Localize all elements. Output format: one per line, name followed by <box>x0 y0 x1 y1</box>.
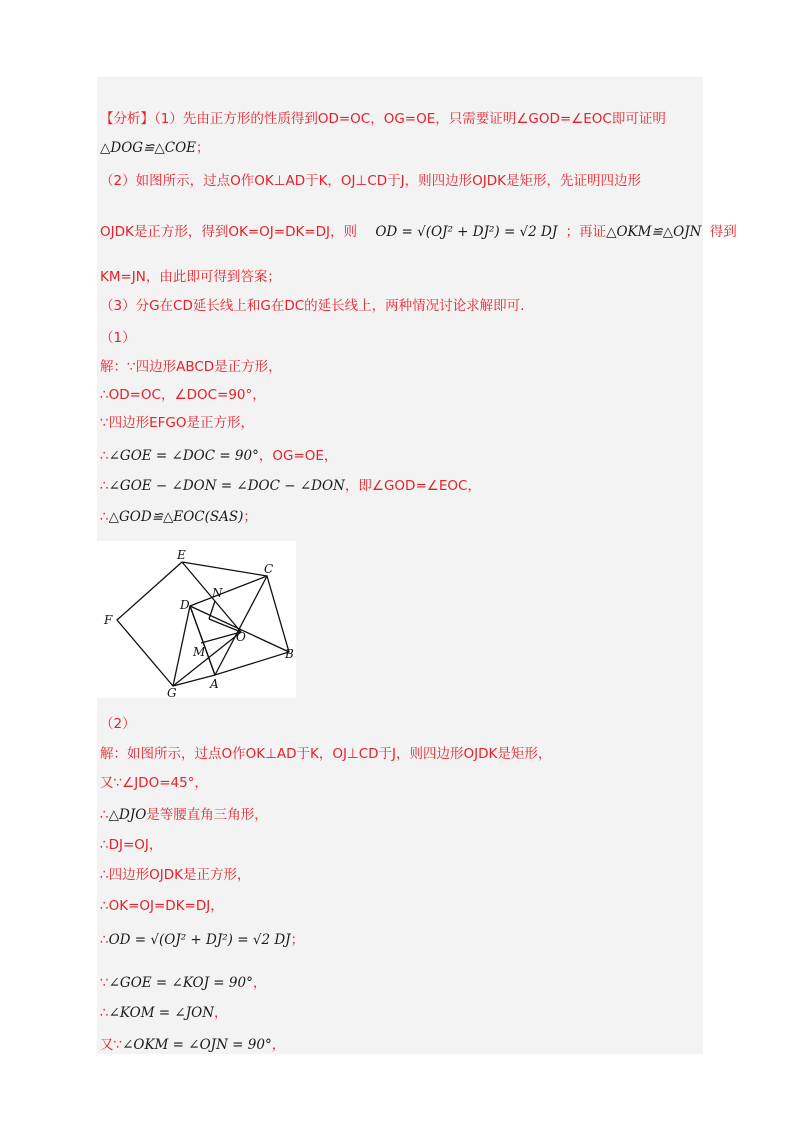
solution2-label: （2） <box>100 716 136 732</box>
solution2-line-3: ∴△DJO是等腰直角三角形， <box>100 807 268 823</box>
label-b: B <box>285 647 294 661</box>
solution1-label: （1） <box>100 330 136 346</box>
label-o: O <box>236 630 246 644</box>
analysis-line-1: 【分析】（1）先由正方形的性质得到OD=OC，OG=OE，只需要证明∠GOD=∠EOC即可证明 <box>100 111 666 127</box>
geometry-diagram <box>97 541 296 698</box>
solution2-line-10: 又∵∠OKM = ∠OJN = 90°， <box>100 1037 286 1053</box>
solution1-line-6: ∴△GOD≌△EOC(SAS)； <box>100 509 257 525</box>
label-a: A <box>210 677 219 691</box>
analysis-line-6: （3）分G在CD延长线上和G在DC的延长线上，两种情况讨论求解即可. <box>100 298 525 314</box>
solution1-line-3: ∵四边形EFGO是正方形， <box>100 415 254 431</box>
analysis-tag: 【分析】 <box>100 111 154 127</box>
label-m: M <box>193 645 206 659</box>
label-g: G <box>167 686 177 698</box>
solution2-line-9: ∴∠KOM = ∠JON， <box>100 1005 228 1021</box>
solution2-line-2: 又∵∠JDO=45°， <box>100 775 208 791</box>
solution1-line-5: ∴∠GOE − ∠DON = ∠DOC − ∠DON，即∠GOD=∠EOC， <box>100 478 481 494</box>
solution2-line-7: ∴OD = √(OJ² + DJ²) = √2 DJ； <box>100 932 305 948</box>
label-e: E <box>177 548 186 562</box>
label-n: N <box>212 586 223 600</box>
solution1-line-2: ∴OD=OC，∠DOC=90°， <box>100 387 266 403</box>
analysis-line-4: OJDK是正方形，得到OK=OJ=DK=DJ，则 OD = √(OJ² + DJ²) = √2 DJ ；再证△OKM≌△OJN 得到 <box>100 224 737 240</box>
label-f: F <box>104 613 113 627</box>
solution1-line-4: ∴∠GOE = ∠DOC = 90°，OG=OE， <box>100 448 338 464</box>
od-formula: OD = √(OJ² + DJ²) = √2 DJ <box>375 224 558 240</box>
analysis-line-2: △DOG≌△COE； <box>100 140 210 156</box>
solution1-line-1: 解：∵四边形ABCD是正方形， <box>100 359 282 375</box>
solution2-line-6: ∴OK=OJ=DK=DJ， <box>100 898 224 914</box>
diagonal-ac <box>215 576 267 675</box>
solution2-line-4: ∴DJ=OJ， <box>100 837 163 853</box>
analysis-line-5: KM=JN，由此即可得到答案； <box>100 269 281 285</box>
analysis-line-3: （2）如图所示，过点O作OK⊥AD于K，OJ⊥CD于J，则四边形OJDK是矩形，先证明四边形 <box>100 173 641 189</box>
label-c: C <box>264 562 274 576</box>
segment-ec <box>182 562 267 576</box>
label-d: D <box>180 598 190 612</box>
geometry-figure <box>97 541 296 698</box>
solution2-line-1: 解：如图所示，过点O作OK⊥AD于K，OJ⊥CD于J，则四边形OJDK是矩形， <box>100 746 552 762</box>
solution2-line-8: ∵∠GOE = ∠KOJ = 90°， <box>100 975 267 991</box>
solution2-line-5: ∴四边形OJDK是正方形， <box>100 867 251 883</box>
